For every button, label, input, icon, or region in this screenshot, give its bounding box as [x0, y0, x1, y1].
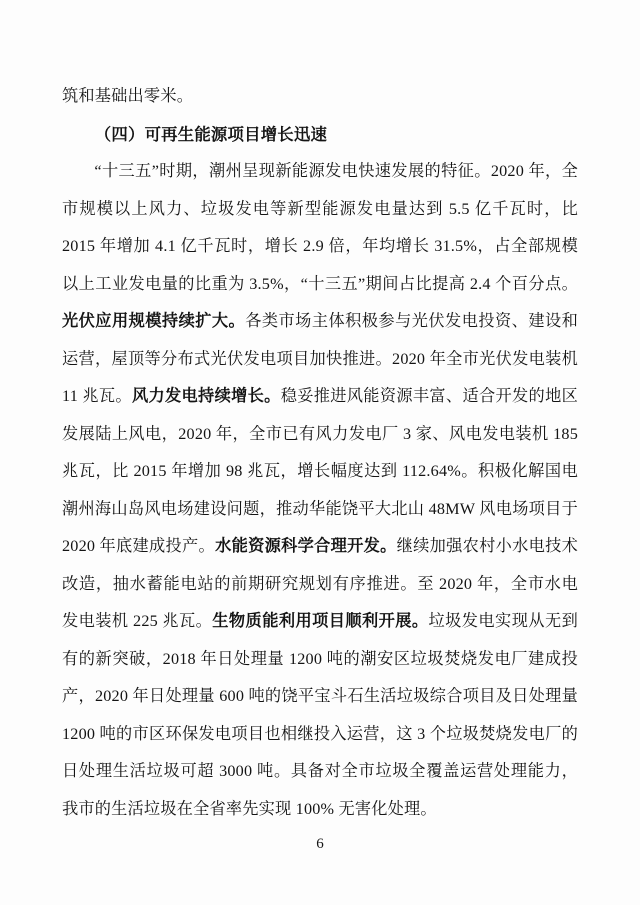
section-heading: （四）可再生能源项目增长迅速: [94, 124, 328, 144]
run-text: 各类市场主体积极参与光伏发电投资、建设和运营，屋顶等分布式光伏发电项目加快推进。2020 年全市光伏发电装机 11 兆瓦。: [62, 312, 579, 405]
run-text: 稳妥推进风能资源丰富、适合开发的地区发展陆上风电，2020 年，全市已有风力发电厂 3 家、风电发电装机 185 兆瓦，比 2015 年增加 98 兆瓦，增长幅度达到 112.64%。积极化解国电潮州海山岛风电场建设问题，推动华能饶平大北山 48MW 风电场项目于 2020 年底建成投产。: [62, 387, 578, 555]
document-body: [62, 78, 578, 828]
run-text: 垃圾发电实现从无到有的新突破，2018 年日处理量 1200 吨的潮安区垃圾焚烧发电厂建成投产，2020 年日处理量 600 吨的饶平宝斗石生活垃圾综合项目及日处理量 1200 吨的市区环保发电项目也相继投入运营，这 3 个垃圾焚烧发电厂的日处理生活垃圾可超 3000 吨。具备对全市垃圾全覆盖运营处理能力，我市的生活垃圾在全省率先实现 100% 无害化处理。: [62, 612, 578, 818]
run-text-bold: 风力发电持续增长。: [131, 387, 281, 405]
run-text-bold: 光伏应用规模持续扩大。: [62, 312, 246, 330]
run-text-bold: 生物质能利用项目顺利开展。: [212, 612, 429, 630]
run-text-bold: 水能资源科学合理开发。: [215, 537, 397, 555]
body-paragraph: [62, 153, 578, 828]
run-text: 继续加强农村小水电技术改造，抽水蓄能电站的前期研究规划有序推进。至 2020 年，全市水电发电装机 225 兆瓦。: [62, 537, 579, 630]
continued-paragraph: 筑和基础出零米。: [62, 87, 194, 105]
page-number: 6: [316, 836, 324, 852]
run-text: “十三五”时期，潮州呈现新能源发电快速发展的特征。2020 年，全市规模以上风力、垃圾发电等新型能源发电量达到 5.5 亿千瓦时，比 2015 年增加 4.1 亿千瓦时，增长 2.9 倍，年均增长 31.5%，占全部规模以上工业发电量的比重为 3.5%，“十三五”期间占比提高 2.4 个百分点。: [62, 162, 578, 293]
